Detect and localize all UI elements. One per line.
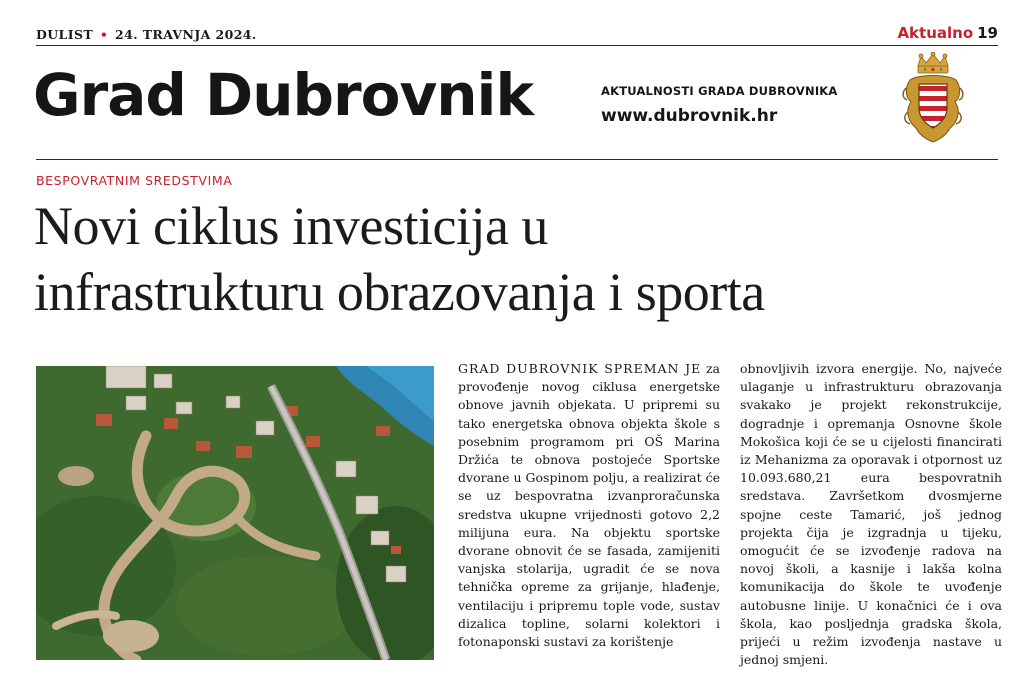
section-label xyxy=(897,24,998,42)
coat-of-arms-icon xyxy=(902,52,964,148)
article-column-1 xyxy=(458,360,720,651)
article-headline xyxy=(34,193,1014,325)
headline-line-1: Novi ciklus investicija u xyxy=(34,196,548,256)
separator-dot: • xyxy=(99,27,109,42)
publication-dateline xyxy=(36,27,257,42)
header-rule xyxy=(36,45,998,46)
publication-name: DULIST xyxy=(36,27,94,42)
article-kicker: BESPOVRATNIM SREDSTVIMA xyxy=(36,173,233,188)
publication-date: 24. TRAVNJA 2024. xyxy=(115,27,257,42)
masthead-rule xyxy=(36,159,998,160)
page-number: 19 xyxy=(977,24,998,42)
page-header xyxy=(36,24,998,43)
article-lead-caps: GRAD DUBROVNIK SPREMAN JE xyxy=(458,361,702,376)
section-name: Aktualno xyxy=(897,24,974,42)
aerial-photo xyxy=(36,366,434,660)
masthead-title: Grad Dubrovnik xyxy=(33,61,534,129)
masthead-url[interactable]: www.dubrovnik.hr xyxy=(601,106,778,126)
article-column-1-text: za provođenje novog ciklusa energetske obnove javnih objekata. U pripremi su tako energetska obnova objekta škole s posebnim programom pri OŠ Marina Držića te obnova postojeće Sportske dvorane u Gospinom polju, a realizirat će se uz bespovratna izvanproračunska sredstva ukupne vrijednosti gotovo 2,2 milijuna eura. Na objektu sportske dvorane obnovit će se fasada, zamijeniti vanjska stolarija, ugradit će se nova tehnička opreme za grijanje, hlađenje, ventilaciju i pripremu tople vode, sustav dizalica topline, solarni kolektori i fotonaponski sustavi za korištenje xyxy=(458,361,720,650)
article-column-2: obnovljivih izvora energije. No, najveće ulaganje u infrastrukturu obrazovanja svakako je projekt rekonstrukcije, dogradnje i opremanja Osnovne škole Mokošica koji će se u cijelosti financirati iz Mehanizma za oporavak i otpornost uz 10.093.680,21 eura bespovratnih sredstava. Završetkom dvosmjerne spojne ceste Tamarić, još jednog projekta čija je izgradnja u tijeku, omogućit će se izvođenje radova na novoj školi, a kasnije i lakša kolna komunikacija do škole te uvođenje autobusne linije. U konačnici će i ova škola, kao posljednja gradska škola, prijeći u režim izvođenja nastave u jednoj smjeni. xyxy=(740,361,1002,668)
headline-line-2: infrastrukturu obrazovanja i sporta xyxy=(34,262,765,322)
masthead-tagline: AKTUALNOSTI GRADA DUBROVNIKA xyxy=(601,84,838,98)
